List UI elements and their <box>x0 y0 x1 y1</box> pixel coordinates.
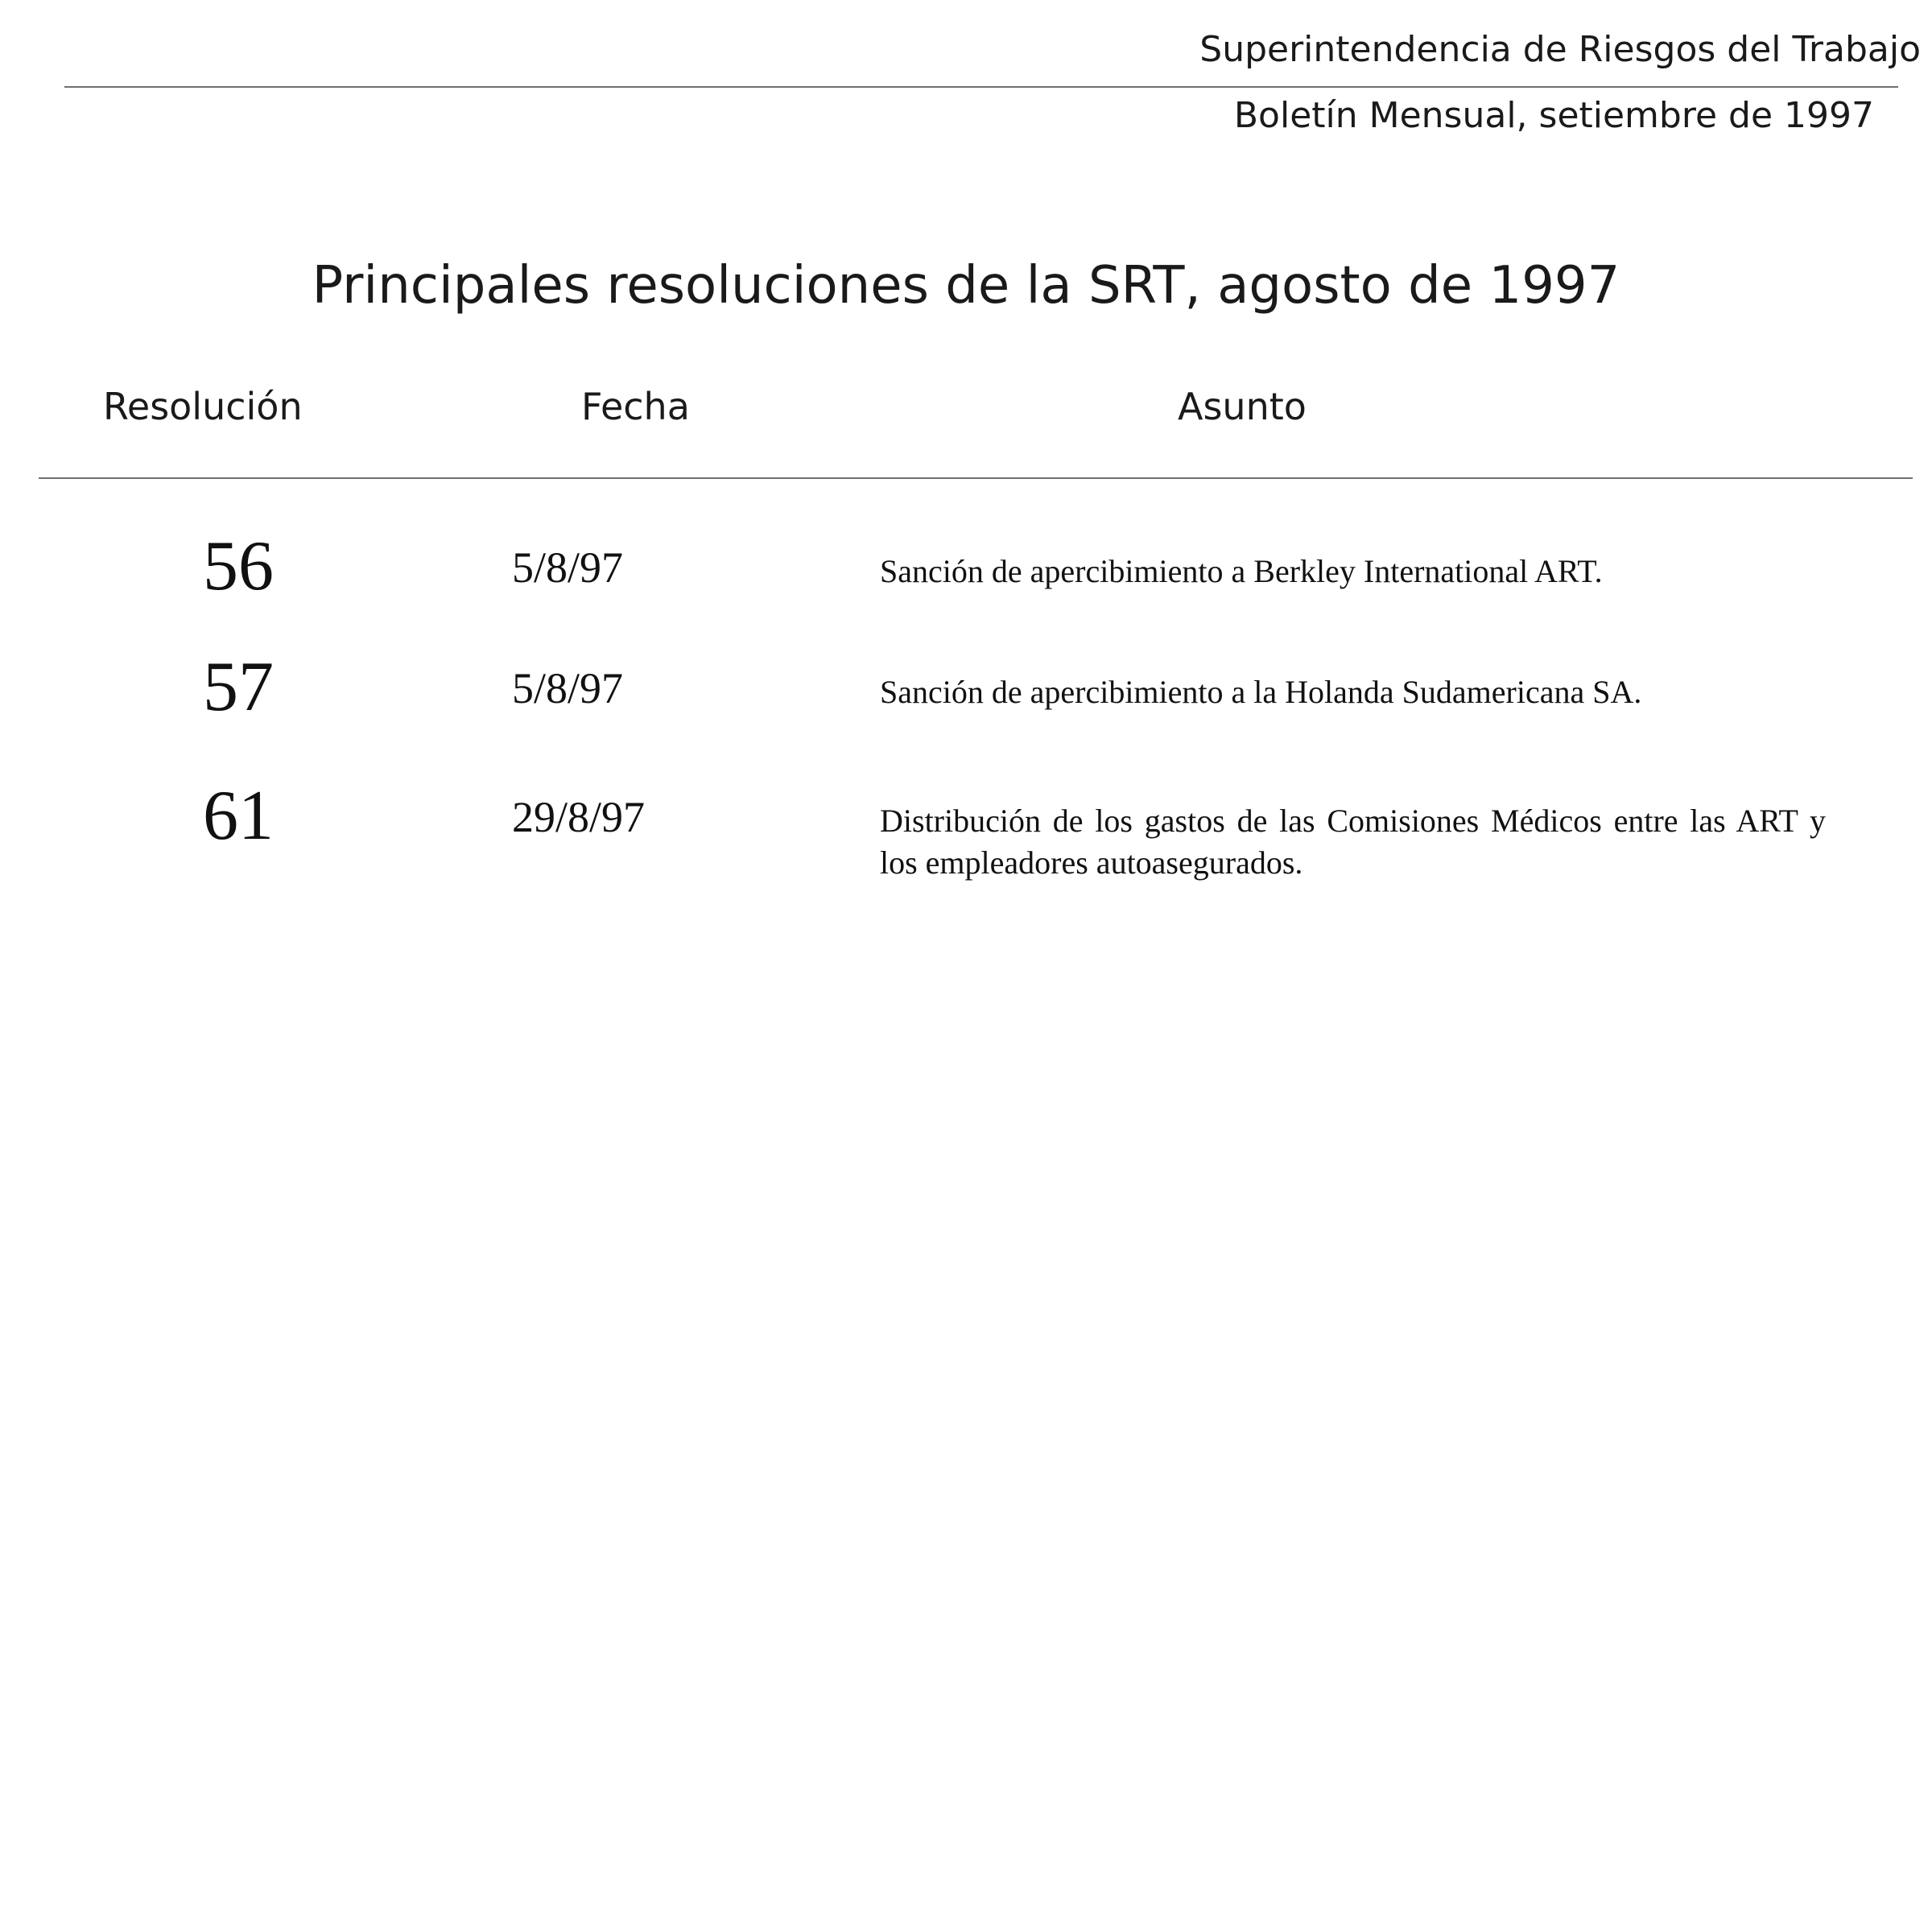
table-header-divider <box>39 477 1913 479</box>
column-header-resolucion: Resolución <box>103 385 303 428</box>
resolution-date: 5/8/97 <box>512 664 624 712</box>
organization-name: Superintendencia de Riesgos del Trabajo <box>1199 29 1921 70</box>
bulletin-label: Boletín Mensual, setiembre de 1997 <box>1233 95 1874 136</box>
resolution-number: 56 <box>203 527 274 605</box>
resolution-date: 29/8/97 <box>512 793 646 841</box>
column-header-fecha: Fecha <box>581 385 690 428</box>
resolution-number: 61 <box>203 777 274 855</box>
resolution-number: 57 <box>203 648 274 726</box>
resolution-subject: Distribución de los gastos de las Comisiones Médicos entre las ART y los empleadores autoasegurados. <box>880 803 1826 881</box>
resolution-subject: Sanción de apercibimiento a la Holanda Sudamericana SA. <box>880 674 1642 710</box>
column-header-asunto: Asunto <box>1178 385 1307 428</box>
resolution-subject: Sanción de apercibimiento a Berkley International ART. <box>880 553 1603 589</box>
resolution-date: 5/8/97 <box>512 543 624 592</box>
page-title: Principales resoluciones de la SRT, agosto de 1997 <box>312 256 1620 316</box>
header-divider <box>64 86 1898 88</box>
